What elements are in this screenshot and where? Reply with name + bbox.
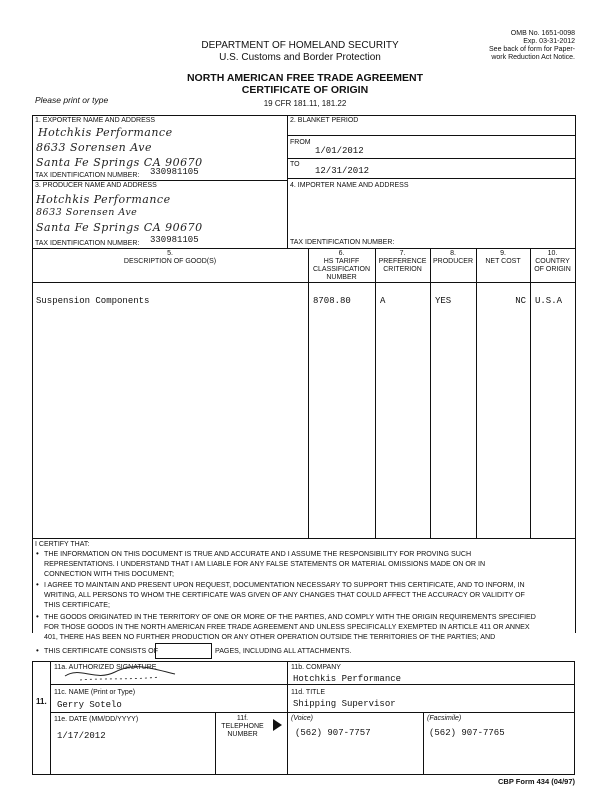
- col5-title: DESCRIPTION OF GOOD(S): [123, 258, 217, 265]
- producer-city[interactable]: Santa Fe Springs CA 90670: [36, 221, 203, 234]
- certify-statement-3: [44, 612, 574, 642]
- omb-number: OMB No. 1651-0098: [510, 30, 575, 37]
- title-value[interactable]: Shipping Supervisor: [293, 699, 396, 709]
- col7-number: 7.: [399, 250, 406, 257]
- importer-tax-label: TAX IDENTIFICATION NUMBER:: [290, 239, 395, 246]
- col6-title-2: CLASSIFICATION: [312, 266, 371, 273]
- producer-name[interactable]: Hotchkis Performance: [36, 193, 171, 206]
- telephone-label-1: TELEPHONE: [221, 723, 264, 730]
- col7-title-1: PREFERENCE: [378, 258, 427, 265]
- title-label: 11d. TITLE: [291, 689, 325, 696]
- exporter-name[interactable]: Hotchkis Performance: [38, 126, 173, 139]
- frame-left: [32, 115, 33, 633]
- telephone-label-2: NUMBER: [227, 731, 258, 738]
- page-count-pre: THIS CERTIFICATE CONSISTS OF: [44, 647, 159, 655]
- blanket-line-1: [287, 135, 575, 136]
- bullet-2: •: [36, 580, 39, 589]
- col7-title-2: CRITERION: [383, 266, 422, 273]
- sig-row-1: [50, 684, 575, 685]
- arrow-right-icon: [273, 719, 282, 731]
- goods-description[interactable]: Suspension Components: [36, 296, 150, 306]
- signature-scribble[interactable]: [60, 662, 180, 684]
- certify-3-line-2: FOR THOSE GOODS IN THE NORTH AMERICAN FREE TRADE AGREEMENT AND UNLESS SPECIFICALLY EXEMPTED IN ARTICLE 411 OR ANNEX: [44, 623, 530, 631]
- certify-statement-2: [44, 580, 574, 610]
- blanket-bottom: [287, 178, 575, 179]
- col6-header: [308, 250, 375, 282]
- blanket-to-value[interactable]: 12/31/2012: [315, 166, 370, 176]
- goods-country[interactable]: U.S.A: [535, 296, 563, 306]
- company-value[interactable]: Hotchkis Performance: [293, 674, 402, 684]
- exporter-label: 1. EXPORTER NAME AND ADDRESS: [35, 117, 156, 124]
- producer-tax-value[interactable]: 330981105: [150, 235, 199, 245]
- sig-fax-divider: [423, 712, 424, 775]
- blanket-label: 2. BLANKET PERIOD: [290, 117, 359, 124]
- col8-number: 8.: [450, 250, 456, 257]
- certify-2-line-2: WRITING, ALL PERSONS TO WHOM THE CERTIFICATE WAS GIVEN OF ANY CHANGES THAT COULD AFFECT THE ACCURACY OR VALIDITY OF: [44, 591, 525, 599]
- form-title: NORTH AMERICAN FREE TRADE AGREEMENT: [186, 72, 424, 84]
- fax-label: (Facsimile): [427, 715, 462, 722]
- certify-1-line-1: THE INFORMATION ON THIS DOCUMENT IS TRUE AND ACCURATE AND I ASSUME THE RESPONSIBILITY FOR PROVING SUCH: [44, 550, 472, 558]
- certify-2-line-3: THIS CERTIFICATE;: [44, 601, 110, 609]
- form-subtitle: CERTIFICATE OF ORIGIN: [241, 84, 369, 96]
- sig-row-2: [50, 712, 575, 713]
- col10-header: [530, 250, 575, 274]
- page-count-input[interactable]: [155, 643, 212, 659]
- agency-name: U.S. Customs and Border Protection: [219, 52, 381, 63]
- col5-header: [32, 250, 308, 266]
- voice-label: (Voice): [291, 715, 313, 722]
- column-header-bottom: [32, 282, 575, 283]
- date-value[interactable]: 1/17/2012: [57, 731, 106, 741]
- col10-title-1: COUNTRY: [535, 258, 570, 265]
- certify-statement-1: [44, 549, 574, 579]
- goods-bottom: [32, 538, 575, 539]
- frame-right: [575, 115, 576, 633]
- goods-net-cost[interactable]: NC: [515, 296, 526, 306]
- col8-title: PRODUCER: [432, 258, 474, 265]
- paperwork-note-1: See back of form for Paper-: [489, 46, 575, 53]
- col-divider-10: [530, 248, 531, 538]
- form-number: CBP Form 434 (04/97): [498, 777, 575, 786]
- goods-hs-number[interactable]: 8708.80: [313, 296, 351, 306]
- producer-street[interactable]: 8633 Sorensen Ave: [36, 207, 138, 218]
- col-divider-7: [375, 248, 376, 538]
- goods-producer[interactable]: YES: [435, 296, 452, 306]
- telephone-label: [215, 715, 270, 739]
- certify-1-line-3: CONNECTION WITH THIS DOCUMENT;: [44, 570, 174, 578]
- col9-header: [476, 250, 530, 266]
- col-divider-8: [430, 248, 431, 538]
- sig-mid-divider: [287, 661, 288, 775]
- exporter-tax-label: TAX IDENTIFICATION NUMBER:: [35, 172, 140, 179]
- certify-1-line-2: REPRESENTATIONS. I UNDERSTAND THAT I AM LIABLE FOR ANY FALSE STATEMENTS OR MATERIAL OMISSIONS MADE ON OR IN: [44, 560, 486, 568]
- col8-header: [430, 250, 476, 266]
- print-instruction: Please print or type: [35, 95, 109, 105]
- voice-value[interactable]: (562) 907-7757: [295, 728, 371, 738]
- col5-number: 5.: [167, 250, 173, 257]
- producer-label: 3. PRODUCER NAME AND ADDRESS: [35, 182, 157, 189]
- sig-num-divider: [50, 661, 51, 775]
- col9-title: NET COST: [485, 258, 521, 265]
- certify-2-line-1: I AGREE TO MAINTAIN AND PRESENT UPON REQUEST, DOCUMENTATION NECESSARY TO SUPPORT THIS CERTIFICATE, AND TO INFORM, IN: [44, 581, 525, 589]
- col10-title-2: OF ORIGIN: [534, 266, 571, 273]
- blanket-line-2: [287, 158, 575, 159]
- exporter-bottom: [32, 180, 287, 181]
- certify-heading: I CERTIFY THAT:: [35, 541, 90, 548]
- col10-number: 10.: [547, 250, 558, 257]
- goods-criterion[interactable]: A: [380, 296, 386, 306]
- company-label: 11b. COMPANY: [291, 664, 341, 671]
- producer-tax-label: TAX IDENTIFICATION NUMBER:: [35, 240, 140, 247]
- bullet-4: •: [36, 646, 39, 655]
- telephone-number-label: 11f.: [236, 715, 249, 722]
- bullet-1: •: [36, 549, 39, 558]
- col7-header: [375, 250, 430, 274]
- certify-3-line-3: 401, THERE HAS BEEN NO FURTHER PRODUCTION OR ANY OTHER OPERATION OUTSIDE THE TERRITORIES OF THE PARTIES; AND: [44, 633, 496, 641]
- blanket-from-label: FROM: [290, 139, 311, 146]
- date-label: 11e. DATE (MM/DD/YYYY): [54, 716, 139, 723]
- exporter-city[interactable]: Santa Fe Springs CA 90670: [36, 156, 203, 169]
- col6-title-3: NUMBER: [326, 274, 357, 281]
- importer-label: 4. IMPORTER NAME AND ADDRESS: [290, 182, 409, 189]
- expiration-date: Exp. 03-31-2012: [523, 38, 575, 45]
- name-value[interactable]: Gerry Sotelo: [57, 700, 122, 710]
- exporter-tax-value[interactable]: 330981105: [150, 167, 199, 177]
- col6-title-1: HS TARIFF: [323, 258, 360, 265]
- paperwork-note-2: work Reduction Act Notice.: [491, 54, 575, 61]
- exporter-street[interactable]: 8633 Sorensen Ave: [36, 141, 152, 154]
- sig-section-number: 11.: [36, 697, 47, 706]
- name-label: 11c. NAME (Print or Type): [54, 689, 136, 696]
- col9-number: 9.: [500, 250, 506, 257]
- blanket-from-value[interactable]: 1/01/2012: [315, 146, 364, 156]
- col-divider-9: [476, 248, 477, 538]
- frame-top: [32, 115, 575, 116]
- col6-number: 6.: [338, 250, 345, 257]
- blanket-to-label: TO: [290, 161, 300, 168]
- signature-label: 11a. AUTHORIZED SIGNATURE: [54, 664, 157, 671]
- dept-name: DEPARTMENT OF HOMELAND SECURITY: [201, 40, 399, 51]
- cfr-reference: 19 CFR 181.11, 181.22: [263, 99, 347, 108]
- bullet-3: •: [36, 612, 39, 621]
- certify-3-line-1: THE GOODS ORIGINATED IN THE TERRITORY OF ONE OR MORE OF THE PARTIES, AND COMPLY WITH THE ORIGIN REQUIREMENTS SPECIFIED: [44, 613, 536, 621]
- fax-value[interactable]: (562) 907-7765: [429, 728, 505, 738]
- producer-bottom: [32, 248, 575, 249]
- col-divider-6: [308, 248, 309, 538]
- page-count-post: PAGES, INCLUDING ALL ATTACHMENTS.: [215, 647, 352, 655]
